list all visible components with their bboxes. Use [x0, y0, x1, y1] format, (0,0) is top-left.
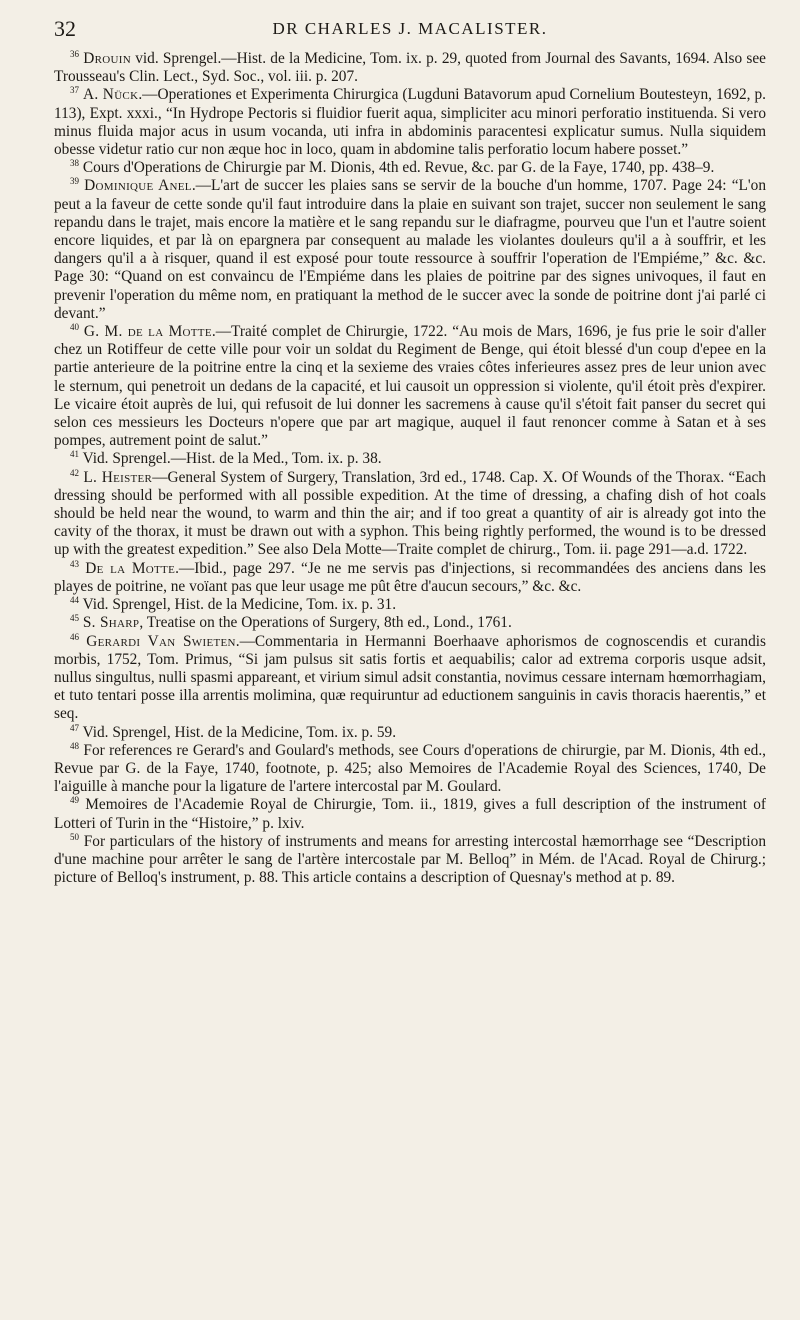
footnote-text: —General System of Surgery, Translation, 3rd ed., 1748. Cap. X. Of Wounds of the Thorax. “Each dressing should be performed with all possible expedition. At the time of dressing, a chafing dish of hot coals should be held near the wound, to warm and thin the air; and if too great a quantity of air is already got into the cavity of the thorax, it must be drawn out with a syphon. This being rightly performed, the wound is to be dressed up with the greatest expedition.” See also Dela Motte—Traite complet de chirurg., Tom. ii. page 291—a.d. 1722.	[54, 468, 766, 559]
footnote-author: Gerardi Van Swieten	[86, 632, 236, 650]
footnote-number: 49	[70, 795, 79, 806]
footnote-number: 48	[70, 740, 79, 751]
footnote-author: De la Motte	[85, 559, 176, 577]
footnote-number: 37	[70, 85, 79, 96]
footnote-author: Dominique Anel	[84, 177, 192, 195]
page-header	[54, 10, 766, 50]
footnote-text: .—Traité complet de Chirurgie, 1722. “Au mois de Mars, 1696, je fus prie le soir d'aller chez un Rotiffeur de cette ville pour voir un soldat du Regiment de Benge, qui étoit blessé d'un coup d'epee en la partie anterieure de la poitrine entre la cinq et la sexieme des vraies côtes inferieures assez pres de leur union avec le sternum, qui penetroit un dedans de la capacité, et lui causoit un oppression si violente, qu'il étoit près d'expirer. Le vicaire étoit auprès de lui, qui refusoit de lui donner les sacremens à cause qu'il s'étoit fait panser du secret qui selon ces messieurs les Docteurs n'opere que par art magique, auquel il faut renoncer comme à Satan et à ses pompes, autrement point de salut.”	[54, 323, 766, 450]
footnote	[54, 177, 766, 323]
footnote-text: Cours d'Operations de Chirurgie par M. Dionis, 4th ed. Revue, &c. par G. de la Faye, 1740, pp. 438–9.	[82, 159, 715, 177]
footnote-text: .—Operationes et Experimenta Chirurgica (Lugduni Batavorum apud Cornelium Boutesteyn, 1692, p. 113), Expt. xxxi., “In Hydrope Pectoris si fluidior fuerit aqua, simpliciter acu minori perforatio instituenda. Si vero minus fluida major acus in usum vocanda, uti infra in abdominis paracentesi explicatur sumus. Nulla siquidem obesse videtur ratio cur non æque hoc in loco, quam in abdomine talis perforatio locum habere posset.”	[54, 86, 766, 159]
page-number: 32	[54, 16, 76, 41]
footnote	[54, 323, 766, 450]
footnote	[54, 724, 766, 742]
footnote-text: For references re Gerard's and Goulard's methods, see Cours d'operations de chirurgie, par M. Dionis, 4th ed., Revue par G. de la Faye, 1740, footnote, p. 425; also Memoires de l'Academie Royal des Sciences, 1740, De l'aiguille à manche pour la ligature de l'artere intercostal par M. Goulard.	[54, 741, 766, 796]
footnote	[54, 796, 766, 832]
footnote	[54, 469, 766, 560]
running-head: DR CHARLES J. MACALISTER.	[272, 19, 548, 38]
footnote	[54, 450, 766, 468]
footnote-text: Vid. Sprengel, Hist. de la Medicine, Tom. ix. p. 59.	[82, 723, 397, 741]
footnote	[54, 596, 766, 614]
footnote-author: Drouin	[83, 50, 131, 67]
footnote	[54, 560, 766, 596]
footnote-author: G. M. de la Motte	[83, 323, 212, 341]
footnote-author: S. Sharp	[82, 614, 140, 632]
footnote-text: Vid. Sprengel, Hist. de la Medicine, Tom. ix. p. 31.	[82, 596, 397, 614]
footnote-author: L. Heister	[83, 468, 153, 486]
footnote-number: 41	[70, 449, 79, 460]
footnote	[54, 159, 766, 177]
footnote	[54, 614, 766, 632]
footnote-text: Memoires de l'Academie Royal de Chirurgie, Tom. ii., 1819, gives a full description of the instrument of Lotteri of Turin in the “Histoire,” p. lxiv.	[54, 796, 766, 832]
footnote-number: 42	[70, 467, 79, 478]
footnote-number: 36	[70, 48, 79, 59]
footnote-number: 47	[70, 722, 79, 733]
footnote-text: .—L'art de succer les plaies sans se servir de la bouche d'un homme, 1707. Page 24: “L'on peut a la faveur de cette sonde qu'il faut introduire dans la plaie en suivant son trajet, succer non seulement le sang repandu dans le trajet, mais encore la matière et le sang repandu sur le diafragme, pourveu que l'un et l'autre soient encore liquides, et par là on epargnera par consequent au malade les violantes douleurs qu'il a à souffrir, et les dangers qu'il a à risquer, quand il est exposé pour toute ressource à souffrir l'operation de l'Empiéme,” &c. &c. Page 30: “Quand on est convaincu de l'Empiéme dans les plaies de poitrine par des signes univoques, il faut en prevenir l'operation du même nom, en pratiquant la method de le succer avec la sonde de poitrine dont j'ai parlé ci devant.”	[54, 177, 766, 322]
footnote-number: 43	[70, 558, 79, 569]
footnote-text: vid. Sprengel.—Hist. de la Medicine, Tom. ix. p. 29, quoted from Journal des Savants, 1694. Also see Trousseau's Clin. Lect., Syd. Soc., vol. iii. p. 207.	[54, 50, 766, 86]
footnotes	[54, 50, 766, 887]
footnote-text: .—Commentaria in Hermanni Boerhaave aphorismos de cognoscendis et curandis morbis, 1752, Tom. Primus, “Si jam pulsus sit satis fortis et aequabilis; calor ad extrema corporis usque adsit, nullus singultus, nulli spasmi appareant, et virium simul adsit constantia, novimus cessare internam hœmorrhagiam, et tuto tentari posse illa arrentis molimina, quæ requiruntur ad eductionem sanguinis in cavis thoracis haerentis,” et seq.	[54, 632, 766, 723]
footnote-number: 46	[70, 631, 79, 642]
footnote-author: A. Nück	[83, 86, 139, 104]
footnote-text: .—Ibid., page 297. “Je ne me servis pas d'injections, si recommandées des anciens dans les playes de poitrine, ne voïant pas que leur usage me pût être d'aucun secours,” &c. &c.	[54, 559, 766, 595]
footnote	[54, 50, 766, 86]
footnote-number: 50	[70, 831, 79, 842]
footnote	[54, 833, 766, 888]
footnote-number: 45	[70, 613, 79, 624]
footnote	[54, 742, 766, 797]
footnote-number: 38	[70, 158, 79, 169]
footnote-text: Vid. Sprengel.—Hist. de la Med., Tom. ix. p. 38.	[82, 450, 382, 468]
footnote-number: 40	[70, 321, 79, 332]
footnote	[54, 86, 766, 159]
footnote	[54, 633, 766, 724]
footnote-text: , Treatise on the Operations of Surgery, 8th ed., Lond., 1761.	[139, 614, 512, 632]
footnote-text: For particulars of the history of instruments and means for arresting intercostal hæmorrhage see “Description d'une machine pour arrêter le sang de l'artère intercostale par M. Belloq” in Mém. de l'Acad. Royal de Chirurg.; picture of Belloq's instrument, p. 88. This article contains a description of Quesnay's method at p. 89.	[54, 832, 766, 887]
footnote-number: 39	[70, 176, 79, 187]
footnote-number: 44	[70, 594, 79, 605]
